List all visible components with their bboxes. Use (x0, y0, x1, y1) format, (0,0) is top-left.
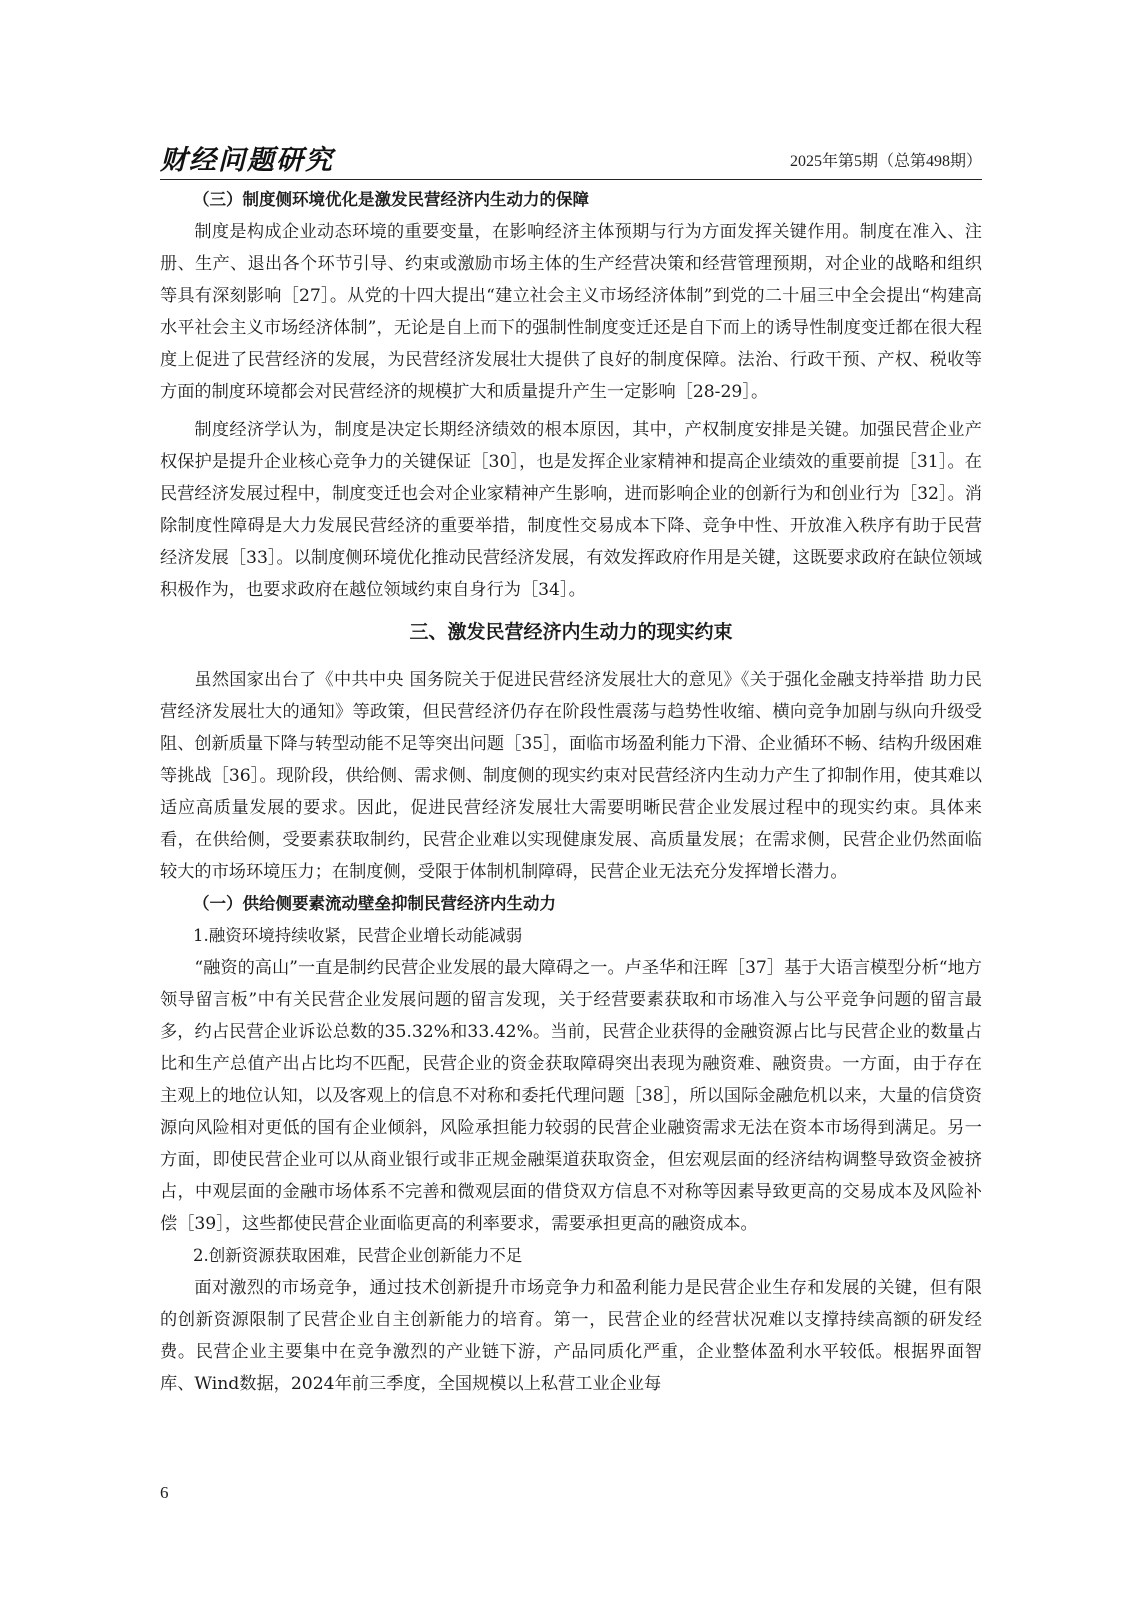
header-rule (160, 179, 982, 180)
paragraph: 虽然国家出台了《中共中央 国务院关于促进民营经济发展壮大的意见》《关于强化金融支持举措 助力民营经济发展壮大的通知》等政策，但民营经济仍存在阶段性震荡与趋势性收缩、横向竞争加剧与纵向升级受阻、创新质量下降与转型动能不足等突出问题［35］，面临市场盈利能力下滑、企业循环不畅、结构升级困难等挑战［36］。现阶段，供给侧、需求侧、制度侧的现实约束对民营经济内生动力产生了抑制作用，使其难以适应高质量发展的要求。因此，促进民营经济发展壮大需要明晰民营企业发展过程中的现实约束。具体来看，在供给侧，受要素获取制约，民营企业难以实现健康发展、高质量发展；在需求侧，民营企业仍然面临较大的市场环境压力；在制度侧，受限于体制机制障碍，民营企业无法充分发挥增长潜力。 (160, 670, 982, 882)
subsection-heading: （三）制度侧环境优化是激发民营经济内生动力的保障 (193, 190, 589, 209)
item-heading: 1.融资环境持续收紧，民营企业增长动能减弱 (193, 926, 523, 945)
section-title: 三、激发民营经济内生动力的现实约束 (409, 621, 733, 643)
paragraph: 制度是构成企业动态环境的重要变量，在影响经济主体预期与行为方面发挥关键作用。制度在准入、注册、生产、退出各个环节引导、约束或激励市场主体的生产经营决策和经营管理预期，对企业的战略和组织等具有深刻影响［27］。从党的十四大提出“建立社会主义市场经济体制”到党的二十届三中全会提出“构建高水平社会主义市场经济体制”，无论是自上而下的强制性制度变迁还是自下而上的诱导性制度变迁都在很大程度上促进了民营经济的发展，为民营经济发展壮大提供了良好的制度保障。法治、行政干预、产权、税收等方面的制度环境都会对民营经济的规模扩大和质量提升产生一定影响［28-29］。 (160, 222, 982, 402)
journal-logo: 财经问题研究 (160, 145, 334, 176)
paragraph: 制度经济学认为，制度是决定长期经济绩效的根本原因，其中，产权制度安排是关键。加强民营企业产权保护是提升企业核心竞争力的关键保证［30］，也是发挥企业家精神和提高企业绩效的重要前提［31］。在民营经济发展过程中，制度变迁也会对企业家精神产生影响，进而影响企业的创新行为和创业行为［32］。消除制度性障碍是大力发展民营经济的重要举措，制度性交易成本下降、竞争中性、开放准入秩序有助于民营经济发展［33］。以制度侧环境优化推动民营经济发展，有效发挥政府作用是关键，这既要求政府在缺位领域积极作为，也要求政府在越位领域约束自身行为［34］。 (160, 420, 982, 600)
subsection-heading: （一）供给侧要素流动壁垒抑制民营经济内生动力 (193, 894, 556, 913)
article-body (160, 184, 982, 1400)
paragraph: “融资的高山”一直是制约民营企业发展的最大障碍之一。卢圣华和汪晖［37］基于大语言模型分析“地方领导留言板”中有关民营企业发展问题的留言发现，关于经营要素获取和市场准入与公平竞争问题的留言最多，约占民营企业诉讼总数的35.32%和33.42%。当前，民营企业获得的金融资源占比与民营企业的数量占比和生产总值产出占比均不匹配，民营企业的资金获取障碍突出表现为融资难、融资贵。一方面，由于存在主观上的地位认知，以及客观上的信息不对称和委托代理问题［38］，所以国际金融危机以来，大量的信贷资源向风险相对更低的国有企业倾斜，风险承担能力较弱的民营企业融资需求无法在资本市场得到满足。另一方面，即使民营企业可以从商业银行或非正规金融渠道获取资金，但宏观层面的经济结构调整导致资金被挤占，中观层面的金融市场体系不完善和微观层面的借贷双方信息不对称等因素导致更高的交易成本及风险补偿［39］，这些都使民营企业面临更高的利率要求，需要承担更高的融资成本。 (160, 958, 982, 1234)
issue-label: 2025年第5期（总第498期） (789, 153, 982, 170)
running-header (160, 138, 982, 178)
page-number: 6 (160, 1483, 169, 1502)
item-heading: 2.创新资源获取困难，民营企业创新能力不足 (193, 1246, 523, 1265)
paragraph: 面对激烈的市场竞争，通过技术创新提升市场竞争力和盈利能力是民营企业生存和发展的关键，但有限的创新资源限制了民营企业自主创新能力的培育。第一，民营企业的经营状况难以支撑持续高额的研发经费。民营企业主要集中在竞争激烈的产业链下游，产品同质化严重，企业整体盈利水平较低。根据界面智库、Wind数据，2024年前三季度，全国规模以上私营工业企业每 (160, 1278, 982, 1394)
